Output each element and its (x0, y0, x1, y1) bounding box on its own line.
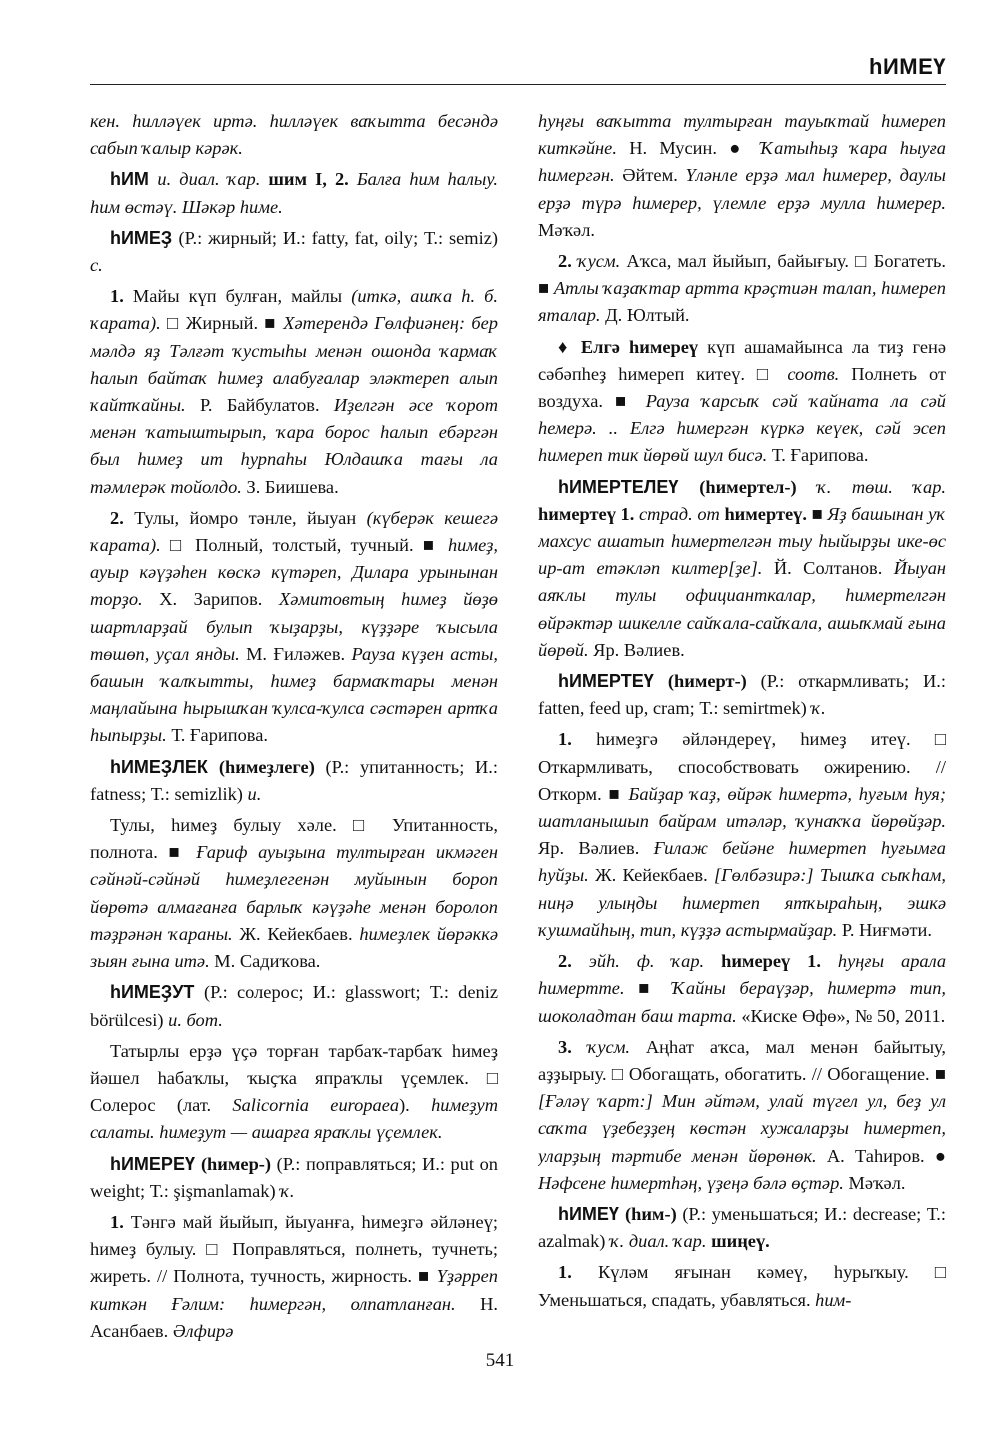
entry-headword: hИМЕРТЕҮ (558, 671, 668, 692)
entry-headword: hИМЕҘ (110, 227, 179, 248)
dictionary-paragraph (538, 726, 946, 944)
right-column (538, 108, 946, 1348)
bold-text: (һим-) (624, 1203, 683, 1224)
body-text: З. Биишева. (246, 476, 339, 497)
body-text: ). (399, 1095, 432, 1116)
dictionary-paragraph (90, 1151, 498, 1205)
body-text: Х. Зарипов. (159, 589, 279, 610)
body-text: А. Таһиров. ● (826, 1145, 946, 1166)
body-text: Майы күп булған, майлы (132, 286, 352, 307)
italic-text: соотв. (787, 363, 852, 384)
bold-text: (һимер-) (200, 1153, 277, 1174)
italic-text: Йыуан аяҡлы тулы официанткалар, һимертелгән өйрәктәр шикелле сайҡала-сайҡала, ашыҡмай ғына йөрөй. (538, 558, 946, 660)
italic-text: Хәтерендә Гөлфиәнең: бер мәлдә яҙ Тәлғәт ҡустыһы менән ошонда ҡармаҡ һалып байтаҡ һимеҙ алабуғалар эләктереп алып ҡайтҡайны. (90, 313, 498, 416)
page-number: 541 (485, 1350, 515, 1371)
body-text: Т. Ғарипова. (771, 445, 869, 466)
entry-headword: hИМЕҮ (558, 1203, 625, 1224)
italic-text: Ҡатыһыҙ ҡара һыуға һимергән. (538, 138, 946, 186)
body-text: күп ашамайынса ла тиҙ генә сәбәпһеҙ һимереп китеү. □ (538, 336, 946, 384)
bold-text: 1. (558, 1262, 598, 1283)
body-text: Полнеть от воздуха. ■ (538, 363, 946, 412)
body-text: Яр. Вәлиев. (538, 838, 654, 859)
body-text: (Р.: упитанность; И.: fatness; Т.: semizlik) (90, 756, 498, 804)
entry-headword: hИМЕҘУТ (110, 982, 205, 1003)
entry-headword: hИМ (110, 169, 158, 190)
body-text: М. Садиҡова. (214, 951, 321, 972)
italic-text: Ғилаж бейәне һимертеп һуғымға һуйҙы. (538, 838, 946, 886)
dictionary-paragraph (90, 108, 498, 162)
italic-text: Байҙар ҡаҙ, өйрәк һимертә, һуғым һуя; шатланышып байрам итәләр, ҡунаҡҡа йөрөйҙәр. (538, 783, 946, 832)
bold-text: һимертеү. ■ (724, 503, 828, 524)
dictionary-paragraph (538, 108, 946, 244)
dictionary-paragraph (538, 1201, 946, 1255)
italic-text: һимеҙут салаты. һимеҙут — ашарға яраҡлы үҫемлек. (90, 1095, 498, 1143)
dictionary-paragraph (90, 505, 498, 750)
bold-text: ♦ Елгә һимереү (558, 336, 708, 357)
entry-headword: hИМЕРЕҮ (110, 1153, 201, 1174)
italic-text: Иҙелгән әсе ҡорот менән ҡатыштырып, ҡара борос һалып eбәргән был һимеҙ ит һурпаһы Юлдашҡа тағы ла тәмлерәк тойолдо. (90, 395, 498, 497)
italic-text: Ғариф ауыҙына тултырған икмәген сәйнәй-сәйнәй һимеҙлегенән муйынын бороп йөрөтә алмағанға барлыҡ кәүҙәһе менән боролоп тәҙрәнән ҡараны. (90, 842, 498, 944)
italic-text: һим- (815, 1289, 852, 1310)
body-text: Татырлы ерҙә үҫә торған тарбаҡ-тарбаҡ һимеҙ йәшел һабаҡлы, ҡыҫҡа япраҡлы үҫемлек. □ Солерос (лат. (90, 1040, 498, 1116)
body-text: Р. Байбулатов. (199, 395, 334, 416)
dictionary-paragraph (90, 754, 498, 808)
body-text: «Киске Өфө», № 50, 2011. (741, 1005, 946, 1026)
bold-text: 2. (558, 251, 578, 272)
dictionary-paragraph (538, 948, 946, 1030)
body-text: (Р.: поправляться; И.: put on weight; Т.: şişmanlamak) (90, 1153, 498, 1201)
bold-text: (һимерт-) (667, 671, 761, 692)
italic-text: ҡусм. (577, 251, 627, 272)
italic-text: ҡ. төш. ҡар. (817, 476, 946, 497)
italic-text: Salicornia europaea (232, 1095, 400, 1116)
entry-headword: hИМЕҘЛЕК (110, 756, 219, 777)
header-rule (90, 84, 946, 85)
bold-text: һимереү 1. (721, 951, 838, 972)
italic-text: һимеҙлек йөрәккә зыян ғына итә. (90, 923, 498, 972)
italic-text: һимеҙ, ауыр кәүҙәһен көскә күтәреп, Дилара урынынан торҙо. (90, 535, 498, 610)
body-text: Н. Мусин. ● (629, 138, 761, 159)
body-text: Мәҡәл. (538, 219, 595, 240)
body-text: Күләм яғынан кәмеү, һурыҡыу. □ Уменьшаться, спадать, убавляться. (538, 1262, 946, 1310)
running-head: hИМЕҮ (869, 54, 946, 79)
dictionary-paragraph (538, 334, 946, 470)
italic-text: с. (90, 255, 103, 276)
left-column (90, 108, 498, 1348)
bold-text: шиңеү. (711, 1231, 770, 1252)
bold-text: 1. (558, 729, 597, 750)
italic-text: Атлы ҡаҙаҡтар артта крәҫтиән талап, һимереп яталар. (538, 278, 946, 326)
italic-text: Яҙ башынан уҡ махсус ашатып һимертелгән тыу һыйырҙы ике-өс ир-ат етәкләп килтер[ҙе]. (538, 503, 946, 579)
italic-text: [Гөлбәзирә:] Тышҡа сыҡһам, ниңә улыңды һимертеп ятҡыраһың, эшкә ҡушмайһың, тип, күҙҙә астырмайҙар. (538, 865, 946, 940)
italic-text: и. (247, 783, 262, 804)
italic-text: Үҙәрреп киткән Ғәлим: һимергән, олпатланған. (90, 1266, 498, 1314)
italic-text: и. диал. ҡар. (157, 169, 269, 190)
body-text: □ Жирный. ■ (166, 313, 284, 334)
bold-text: 1. (110, 1211, 131, 1232)
italic-text: Балға һим һалыу. һим өстәү. Шәкәр һиме. (90, 169, 498, 217)
italic-text: (күберәк кешегә ҡарата). (90, 507, 498, 556)
italic-text: ҡ. диал. ҡар. (609, 1231, 712, 1252)
dictionary-paragraph (538, 1034, 946, 1197)
body-text: Аңһат аҡса, мал менән байытыу, аҙҙырыу. □ Обогащать, обогатить. // Обогащение. ■ (538, 1036, 946, 1084)
body-text: Яр. Вәлиев. (593, 639, 685, 660)
italic-text: страд. от (638, 503, 725, 524)
body-text: М. Ғиләжев. (246, 643, 352, 664)
bold-text: (һимертел-) (699, 476, 818, 497)
dictionary-paragraph (90, 812, 498, 975)
italic-text: Рауза күҙен асты, башын ҡалҡытты, һимеҙ бармаҡтары менән маңлайына һырышҡан ҡулса-ҡулса сәстәрен артҡа һыпырҙы. (90, 643, 498, 746)
dictionary-paragraph (90, 283, 498, 501)
body-text: Тулы, һимеҙ булыу хәле. □ Упитанность, полнота. ■ (90, 815, 498, 863)
bold-text: (һимеҙлеге) (218, 756, 326, 777)
body-text: □ Полный, толстый, тучный. ■ (170, 535, 448, 556)
body-text: Й. Солтанов. (773, 558, 894, 579)
body-text: Ж. Кейекбаев. (239, 923, 360, 944)
body-text: (Р.: жирный; И.: fatty, fat, oily; Т.: semiz) (178, 227, 498, 248)
italic-text: Үләнле ерҙә мал һимерер, даулы ерҙә түрә һимерер, үлемле ерҙә мулла һимерер. (538, 165, 946, 213)
body-text: (Р.: уменьшаться; И.: decrease; Т.: azalmak) (538, 1203, 946, 1252)
dictionary-paragraph (90, 979, 498, 1033)
body-text: Мәҡәл. (848, 1172, 906, 1193)
body-text: Әйтем. (622, 165, 686, 186)
italic-text: эйһ. ф. ҡар. (588, 951, 722, 972)
bold-text: 3. (558, 1036, 588, 1057)
body-text: Д. Юлтый. (605, 305, 690, 326)
body-text: Р. Ниғмәти. (841, 919, 932, 940)
body-text: Тулы, йомро тәнле, йыуан (134, 507, 367, 528)
body-text: Аҡса, мал йыйып, байығыу. □ Богатеть. ■ (538, 251, 946, 299)
dictionary-paragraph (90, 1209, 498, 1345)
dictionary-paragraph (538, 668, 946, 722)
body-text: (Р.: откармливать; И.: fatten, feed up, cram; Т.: semirtmek) (538, 671, 946, 719)
body-text: Тәнгә май йыйып, йыуанға, һимеҙгә әйләнеү; һимеҙ булыу. □ Поправляться, полнеть, тучнеть; жиреть. // Полнота, тучность, жирность. ■ (90, 1211, 498, 1287)
italic-text: һуңғы арала һимертте. ■ Ҡайны бераүҙәр, һимертә тип, шоколадтан баш тарта. (538, 951, 946, 1026)
italic-text: и. бот. (168, 1009, 223, 1030)
bold-text: һимертеү 1. (538, 503, 639, 524)
body-text: Ж. Кейекбаев. (595, 865, 715, 886)
bold-text: 2. (558, 951, 589, 972)
dictionary-paragraph (538, 474, 946, 664)
italic-text: ҡ. (280, 1180, 295, 1201)
body-text: (Р.: солерос; И.: glasswort; Т.: deniz börülcesi) (90, 982, 498, 1030)
italic-text: (иткә, ашҡа һ. б. ҡарата). (90, 286, 498, 334)
italic-text: Рауза ҡарсыҡ сәй ҡайната ла сәй һемерә. .. Елгә һимергән күркә кеүек, сәй эсеп һимереп тик йөрөй шул бисә. (538, 391, 946, 466)
italic-text: [Ғәләү ҡарт:] Мин әйтәм, улай түгел ул, беҙ ул саҡта үҙебеҙҙең көстән хужаларҙы һимертеп, уларҙың тәртибе менән йөрөнөк. (538, 1091, 946, 1166)
bold-text: 2. (110, 507, 135, 528)
dictionary-paragraph (538, 1259, 946, 1313)
dictionary-paragraph (90, 166, 498, 220)
bold-text: шим I, 2. (268, 169, 357, 190)
italic-text: ҡ. (811, 698, 826, 719)
dictionary-paragraph (90, 1038, 498, 1147)
body-text: һимеҙгә әйләндереү, һимеҙ итеү. □ Откармливать, способствовать ожирению. // Откорм. ■ (538, 729, 946, 804)
italic-text: һуңғы ваҡытта тултырған тауыҡтай һимереп киткәйне. (538, 111, 946, 159)
italic-text: ҡусм. (587, 1036, 646, 1057)
body-text: Т. Ғарипова. (171, 725, 268, 746)
entry-headword: hИМЕРТЕЛЕҮ (558, 476, 700, 497)
italic-text: Нәфсене һимертһәң, үҙеңә бәлә өҫтәр. (538, 1172, 849, 1193)
bold-text: 1. (110, 286, 133, 307)
italic-text: Әлфирә (172, 1320, 234, 1341)
dictionary-paragraph (90, 225, 498, 279)
body-text: Н. Асанбаев. (90, 1293, 498, 1341)
dictionary-paragraph (538, 248, 946, 330)
italic-text: кен. hилләүек иртә. hилләүек ваҡытта бесәндә сабып ҡалыр кәрәк. (90, 111, 498, 159)
italic-text: Хәмитовтың һимеҙ йөҙө шартларҙай булып ҡыҙарҙы, күҙҙәре ҡысыла төшөп, уҫал янды. (90, 589, 498, 664)
